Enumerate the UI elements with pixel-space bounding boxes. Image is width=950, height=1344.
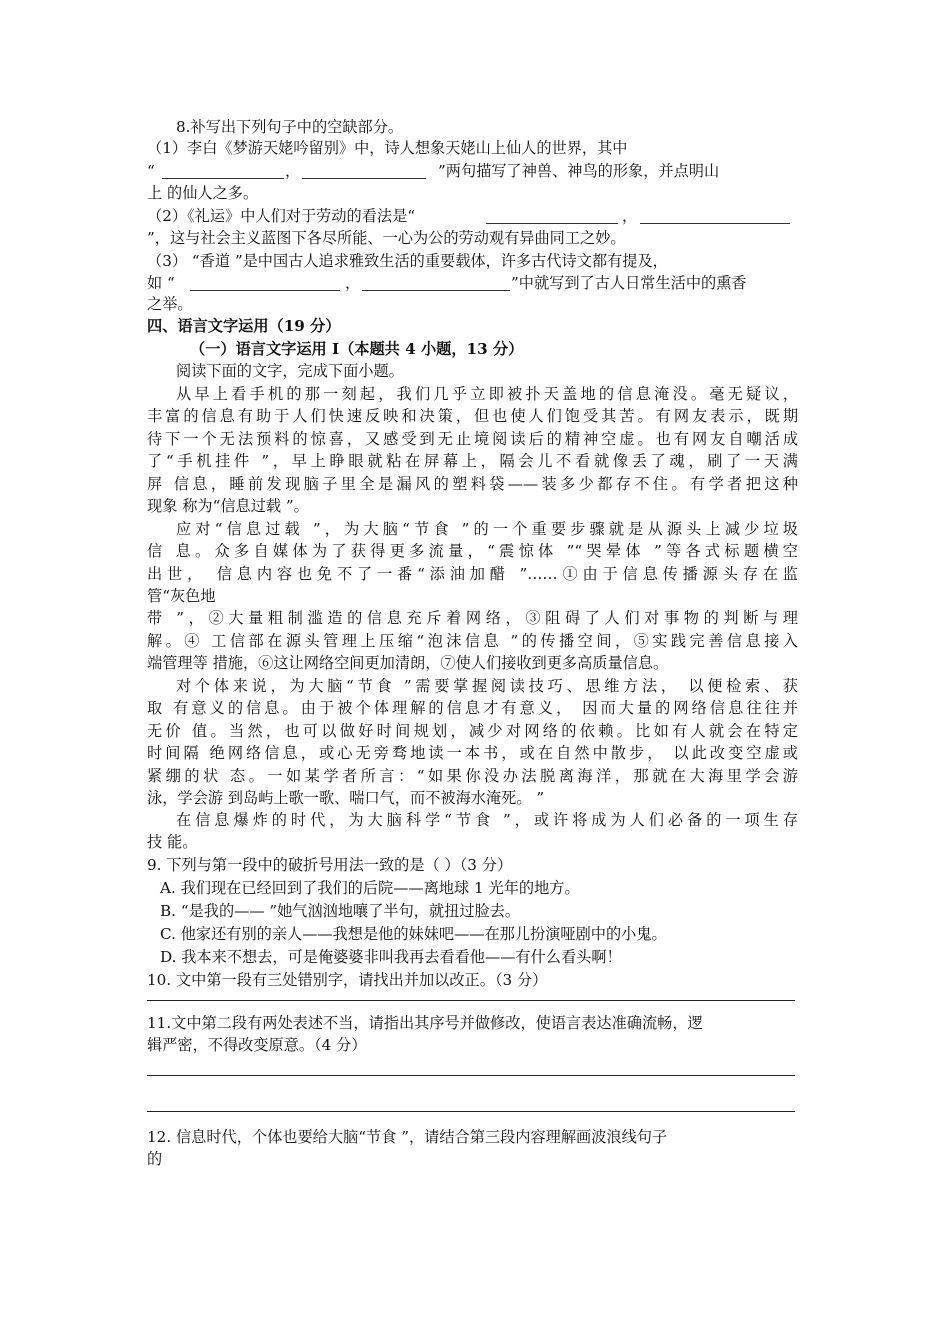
passage-line: 解。④ 工信部在源头管理上压缩“泡沫信息 ”的传播空间，⑤实践完善信息接入 [147, 632, 798, 650]
passage-line: 紧绷的状 态。一如某学者所言：“如果你没办法脱离海洋，那就在大海里学会游 [147, 767, 798, 785]
q8-part1-blank-1[interactable] [162, 178, 284, 179]
q8-part2-blank-2[interactable] [640, 223, 790, 224]
q8-part3-line2-tail: ”中就写到了古人日常生活中的熏香 [511, 274, 747, 292]
passage-line: 丰富的信息有助于人们快速反映和决策，但也使人们饱受其苦。有网友表示，既期 [147, 407, 798, 425]
q8-part2-line2: ”，这与社会主义蓝图下各尽所能、一心为公的劳动观有异曲同工之妙。 [147, 229, 626, 247]
reading-instruction: 阅读下面的文字，完成下面小题。 [176, 362, 404, 380]
q8-part3-line1: （3） “香道 ”是中国古人追求雅致生活的重要载体，许多古代诗文都有提及， [147, 252, 668, 270]
passage-line: 取 有意义的信息。由于被个体理解的信息才有意义， 因而大量的网络信息往往并 [147, 699, 798, 717]
passage-line: 现象 称为“信息过载 ”。 [147, 497, 309, 515]
q12-stem-line1: 12. 信息时代，个体也要给大脑“节食 ”，请结合第三段内容理解画波浪线句子 [147, 1128, 668, 1146]
q12-stem-line2: 的 [147, 1150, 163, 1168]
passage-line: 无价 值。当然，也可以做好时间规划，减少对网络的依赖。比如有人就会在特定 [147, 722, 798, 740]
passage-line: 应对“信息过载 ”，为大脑“节食 ”的一个重要步骤就是从源头上减少垃圾 [176, 520, 798, 538]
q8-part3-blank-1[interactable] [190, 290, 340, 291]
q8-title: 8.补写出下列句子中的空缺部分。 [176, 118, 404, 136]
passage-line: 泳，学会游 到岛屿上歌一歌、喘口气，而不被海水淹死。 ” [147, 789, 545, 807]
q8-part3-prefix: 如 “ [147, 274, 175, 292]
q11-stem-line1: 11.文中第二段有两处表述不当，请指出其序号并做修改，使语言表达准确流畅，逻 [147, 1014, 703, 1032]
q8-part3-line3: 之举。 [147, 295, 193, 313]
passage-line: 屏 信息，睡前发现脑子里全是漏风的塑料袋——装多少都存不住。有学者把这种 [147, 475, 798, 493]
passage-line: 管“灰色地 [147, 587, 216, 605]
passage-line: 时间隔 绝网络信息，或心无旁骛地读一本书，或在自然中散步， 以此改变空虚或 [147, 744, 798, 762]
q8-part2-blank-1[interactable] [486, 223, 618, 224]
q8-part1-comma: ， [285, 162, 301, 180]
q11-answer-line-2[interactable] [147, 1111, 795, 1112]
q8-part1-blank-2[interactable] [302, 178, 426, 179]
q8-part2-line1: （2）《礼运》中人们对于劳动的看法是“ [147, 207, 416, 225]
passage-line: 对个体来说，为大脑“节食 ”需要掌握阅读技巧、思维方法， 以便检索、获 [176, 677, 798, 695]
q8-part3-comma: ， [345, 274, 361, 292]
q11-answer-line-1[interactable] [147, 1075, 795, 1076]
passage-line: 从早上看手机的那一刻起，我们几乎立即被扑天盖地的信息淹没。毫无疑议， [176, 385, 798, 403]
passage-line: 端管理等 措施，⑥这让网络空间更加清朗，⑦使人们接收到更多高质量信息。 [147, 654, 669, 672]
q9-option-d[interactable]: D. 我本来不想去，可是俺婆婆非叫我再去看看他——有什么看头啊！ [160, 948, 622, 966]
q9-stem: 9. 下列与第一段中的破折号用法一致的是（ ）（3 分） [147, 856, 513, 874]
q10-answer-line[interactable] [147, 1000, 795, 1001]
q8-part1-line1: （1）李白《梦游天姥吟留别》中，诗人想象天姥山上仙人的世界，其中 [147, 139, 628, 157]
passage-line: 带 ”，②大量粗制滥造的信息充斥着网络，③阻碍了人们对事物的判断与理 [147, 609, 798, 627]
passage-line: 在信息爆炸的时代，为大脑科学“节食 ”，或许将成为人们必备的一项生存 [176, 811, 798, 829]
passage-line: 信 息。众多自媒体为了获得更多流量，“震惊体 ”“哭晕体 ”等各式标题横空 [147, 542, 798, 560]
q10-stem: 10. 文中第一段有三处错别字，请找出并加以改正。（3 分） [147, 971, 548, 989]
passage-line: 技 能。 [147, 833, 198, 851]
passage-line: 了“手机挂件 ”，早上睁眼就粘在屏幕上，隔会儿不看就像丢了魂，刷了一天满 [147, 452, 798, 470]
q8-part1-open-quote: “ [147, 162, 155, 180]
q9-option-a[interactable]: A. 我们现在已经回到了我们的后院——离地球 1 光年的地方。 [160, 879, 580, 897]
q8-part1-line3: 上 的仙人之多。 [147, 184, 259, 202]
passage-line: 待下一个无法预料的惊喜，又感受到无止境阅读后的精神空虚。也有网友自嘲活成 [147, 430, 798, 448]
section4-subheading: （一）语言文字运用 Ⅰ（本题共 4 小题，13 分） [190, 340, 524, 358]
section4-heading: 四、语言文字运用（19 分） [147, 317, 341, 335]
q9-option-b[interactable]: B. “是我的—— ”她气汹汹地嚷了半句，就扭过脸去。 [160, 902, 521, 920]
q11-stem-line2: 辑严密，不得改变原意。（4 分） [147, 1036, 367, 1054]
passage-line: 出世， 信息内容也免不了一番“添油加醋 ”……①由于信息传播源头存在监 [147, 565, 798, 583]
q9-option-c[interactable]: C. 他家还有别的亲人——我想是他的妹妹吧——在那儿扮演哑剧中的小鬼。 [160, 925, 667, 943]
q8-part1-line2-tail: ”两句描写了神兽、神鸟的形象，并点明山 [438, 162, 720, 180]
q8-part2-comma: ， [622, 207, 638, 225]
q8-part3-blank-2[interactable] [362, 290, 510, 291]
